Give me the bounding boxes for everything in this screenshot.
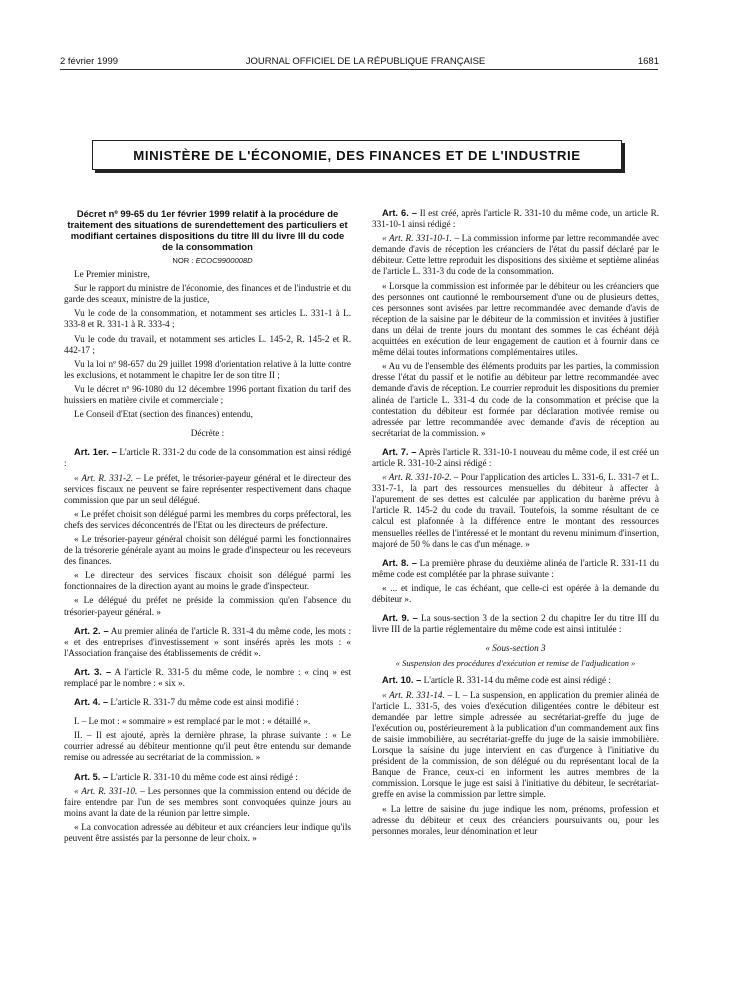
article-paragraph xyxy=(372,208,659,230)
header-date: 2 février 1999 xyxy=(60,56,119,67)
article-body: L'article R. 331-7 du même code est ainsi modifié : xyxy=(110,697,299,708)
article-label: Art. 8. – xyxy=(382,557,417,568)
article-label: Art. 5. – xyxy=(74,771,109,782)
preamble xyxy=(64,269,351,420)
article-text xyxy=(64,716,351,727)
article-body: – Le préfet, le trésorier-payeur général et le directeur des services fiscaux ne peuvent se faire représenter respectivement dans chaque commission que par un seul délégué. xyxy=(64,472,351,505)
article-body: Au premier alinéa de l'article R. 331-4 du même code, les mots : « et des entreprises d'investissement » sont insérés après les mots : « l'Association française des établissements de crédit ». xyxy=(64,625,351,658)
preamble-paragraph: Vu la loi nº 98-657 du 29 juillet 1998 d'orientation relative à la lutte contre les exclusions, et notamment le chapitre Ier de son titre II ; xyxy=(64,358,351,380)
article-reference: « Art. R. 331-10. xyxy=(74,785,138,796)
article-text xyxy=(372,804,659,837)
preamble-paragraph: Le Conseil d'Etat (section des finances) entendu, xyxy=(74,409,253,420)
article-body: « Au vu de l'ensemble des éléments produits par les parties, la commission dresse l'état du passif et le notifie au débiteur par lettre recommandée avec demande d'avis de réception. Le courrier reproduit les dispositions du premier alinéa de l'article L. 331-4 du code de la consommation et précise que la contestation du débiteur est formée par déclaration motivée remise ou adressée par lettre recommandée avec demande d'avis de réception au secrétariat de la commission. » xyxy=(372,361,659,438)
article-paragraph xyxy=(64,447,351,469)
decree-nor xyxy=(64,255,351,266)
article-body: A l'article R. 331-5 du même code, le nombre : « cinq » est remplacé par le nombre : « six ». xyxy=(64,666,351,688)
article-body: L'article R. 331-14 du même code est ainsi rédigé : xyxy=(423,675,611,686)
article-label: Art. 10. – xyxy=(382,675,422,686)
preamble-paragraph: Vu le code de la consommation, et notamment ses articles L. 331-1 à L. 333-8 et R. 331-1 à R. 333-4 ; xyxy=(64,308,351,330)
article-body: Après l'article R. 331-10-1 nouveau du même code, il est créé un article R. 331-10-2 ainsi rédigé : xyxy=(372,446,659,468)
nor-label: NOR : xyxy=(172,256,194,265)
article-body: La sous-section 3 de la section 2 du chapitre Ier du titre III du livre III de la partie réglementaire du même code est ainsi intitulée : xyxy=(372,613,660,635)
article-body: Il est créé, après l'article R. 331-10 du même code, un article R. 331-10-1 ainsi rédigé : xyxy=(372,208,659,230)
articles-right xyxy=(372,208,659,635)
article-paragraph xyxy=(64,626,351,659)
article-label: Art. 2. – xyxy=(74,625,109,636)
article-label: Art. 6. – xyxy=(382,208,418,218)
article-body: La première phrase du deuxième alinéa de l'article R. 331-11 du même code est complétée par la phrase suivante : xyxy=(372,557,660,579)
header-journal-title: JOURNAL OFFICIEL DE LA RÉPUBLIQUE FRANÇAISE xyxy=(245,56,486,67)
article-text xyxy=(64,570,351,592)
preamble-paragraph: Sur le rapport du ministre de l'économie, des finances et de l'industrie et du garde des sceaux, ministre de la justice, xyxy=(64,283,351,305)
article-body: « Lorsque la commission est informée par le débiteur ou les créanciers que des personnes ont cautionné le remboursement d'une ou de plusieurs dettes, ces personnes sont avisées par lettre recommandée avec demande d'avis de réception de la saisine par le débiteur de la commission et invitées à justifier dans un délai de trente jours du montant des sommes le cas échéant déjà acquittées en exécution de leur engagement de caution et à fournir dans ce même délai toutes informations complémentaires utiles. xyxy=(372,280,659,358)
article-text xyxy=(372,583,659,605)
subsection-title: « Suspension des procédures d'exécution et remise de l'adjudication » xyxy=(395,658,636,669)
article-text xyxy=(64,730,351,763)
article-body: – Les personnes que la commission entend ou décide de faire entendre par l'un de ses membres sont convoquées quinze jours au moins avant la date de la réunion par lettre simple. xyxy=(64,785,352,818)
article-paragraph xyxy=(372,558,659,580)
article-label: Art. 4. – xyxy=(74,697,109,708)
article-label: Art. 3. – xyxy=(74,666,112,677)
article-body: – La commission informe par lettre recommandée avec demande d'avis de réception les créanciers de l'état du passif déclaré par le débiteur. Cette lettre reproduit les dispositions des sixième et septième alinéas de l'article L. 331-3 du code de la consommation. xyxy=(372,233,660,277)
article-text xyxy=(64,509,351,531)
article-text xyxy=(64,786,351,819)
article-body: – I. – La suspension, en application du premier alinéa de l'article L. 331-5, des voies d'exécution diligentées contre le débiteur est demandée par lettre simple adressée au secrétariat-greffe du juge de l'exécution ou, postérieurement à la publication d'un commandement aux fins de saisie immobilière, au secrétariat-greffe du juge de la saisie immobilière. Lorsque la saisine du juge intervient en cas d'urgence à l'initiative du président de la commission, de son délégué ou du représentant local de la Banque de France, ceux-ci en informent les autres membres de la commission. Lorsque le juge est saisi à l'initiative du débiteur, le secrétariat-greffe en avise la commission par lettre simple. xyxy=(372,689,660,800)
header-page-number: 1681 xyxy=(637,56,659,67)
article-body: « Le trésorier-payeur général choisit son délégué parmi les fonctionnaires de la trésorerie générale ayant au moins le grade d'inspecteur ou les receveurs des finances. xyxy=(64,533,351,567)
article-body: « Le directeur des services fiscaux choisit son délégué parmi les fonctionnaires de la direction ayant au moins le grade d'inspecteur. xyxy=(64,570,351,592)
article-text xyxy=(372,472,659,550)
preamble-paragraph: Vu le code du travail, et notamment ses articles L. 145-2, R. 145-2 et R. 442-17 ; xyxy=(64,333,351,355)
article-label: Art. 1er. – xyxy=(74,447,117,458)
article-body: I. – Le mot : « sommaire » est remplacé par le mot : « détaillé ». xyxy=(74,716,311,727)
article-body: « ... et indique, le cas échéant, que celle-ci est opérée à la demande du débiteur ». xyxy=(372,582,659,604)
article-reference: « Art. R. 331-2. xyxy=(74,472,134,483)
article-body: « La convocation adressée au débiteur et aux créanciers leur indique qu'ils peuvent être assistés par la personne de leur choix. » xyxy=(64,821,351,844)
preamble-paragraph: Le Premier ministre, xyxy=(74,269,150,280)
article-body: L'article R. 331-2 du code de la consommation est ainsi rédigé : xyxy=(64,447,351,469)
article-text xyxy=(64,473,351,506)
article-text xyxy=(372,281,659,359)
decrete-label: Décrète : xyxy=(190,428,225,439)
article-reference: « Art. R. 331-10-1. xyxy=(382,233,452,244)
article-body: L'article R. 331-10 du même code est ainsi rédigé : xyxy=(110,771,298,782)
article-paragraph xyxy=(64,697,351,708)
ministry-banner: MINISTÈRE DE L'ÉCONOMIE, DES FINANCES ET DE L'INDUSTRIE xyxy=(92,140,622,170)
article-reference: « Art. R. 331-10-2. xyxy=(382,472,452,483)
article-reference: « Art. R. 331-14. xyxy=(382,689,445,700)
article-text xyxy=(64,595,351,617)
article-paragraph xyxy=(372,675,659,686)
article-text xyxy=(64,534,351,567)
decree-title: Décret nº 99-65 du 1er février 1999 relatif à la procédure de traitement des situations de surendettement des particuliers et modifiant certaines dispositions du titre III du livre III du code de la consommation xyxy=(67,208,348,252)
article-text xyxy=(64,822,351,844)
article-label: Art. 7. – xyxy=(382,446,417,457)
article-text xyxy=(372,690,659,801)
article-paragraph xyxy=(64,667,351,689)
left-column xyxy=(64,208,351,847)
article-body: « Le préfet choisit son délégué parmi les membres du corps préfectoral, les chefs des services déconcentrés de l'Etat ou les directeurs de préfecture. xyxy=(64,508,351,530)
article-body: – Pour l'application des articles L. 331-6, L. 331-7 et L. 331-7-1, la part des ressources mensuelles du débiteur à affecter à l'apurement de ses dettes est calculée par application du barème prévu à l'article R. 145-2 du code du travail. Toutefois, la somme résultant de ce calcul est plafonnée à la différence entre le montant des ressources mensuelles réelles de l'intéressé et le montant du revenu minimum d'insertion, majoré de 50 % dans le cas d'un ménage. » xyxy=(372,472,660,549)
article-body: « La lettre de saisine du juge indique les nom, prénoms, profession et adresse du débiteur et ceux des créanciers poursuivants ou, pour les personnes morales, leur dénomination et leur xyxy=(372,803,659,836)
article-text xyxy=(372,361,659,439)
article-body: « Le délégué du préfet ne préside la commission qu'en l'absence du trésorier-payeur général. » xyxy=(64,595,351,617)
article-paragraph xyxy=(372,613,659,635)
articles-left xyxy=(64,447,351,844)
subsection-heading: « Sous-section 3 xyxy=(485,643,546,654)
article-paragraph xyxy=(372,447,659,469)
article-text xyxy=(372,233,659,277)
header-rule xyxy=(60,69,658,70)
article-label: Art. 9. – xyxy=(382,613,418,624)
preamble-paragraph: Vu le décret nº 96-1080 du 12 décembre 1996 portant fixation du tarif des huissiers en matière civile et commerciale ; xyxy=(64,383,351,406)
nor-value: ECOC9900008D xyxy=(195,256,253,265)
article-body: II. – Il est ajouté, après la dernière phrase, la phrase suivante : « Le courrier adressé au débiteur mentionne qu'il peut être entendu sur demande remise ou adressée au secrétariat de la commission. » xyxy=(64,730,351,763)
article-paragraph xyxy=(64,772,351,783)
right-column xyxy=(372,208,659,840)
articles-right-continued xyxy=(372,675,659,836)
